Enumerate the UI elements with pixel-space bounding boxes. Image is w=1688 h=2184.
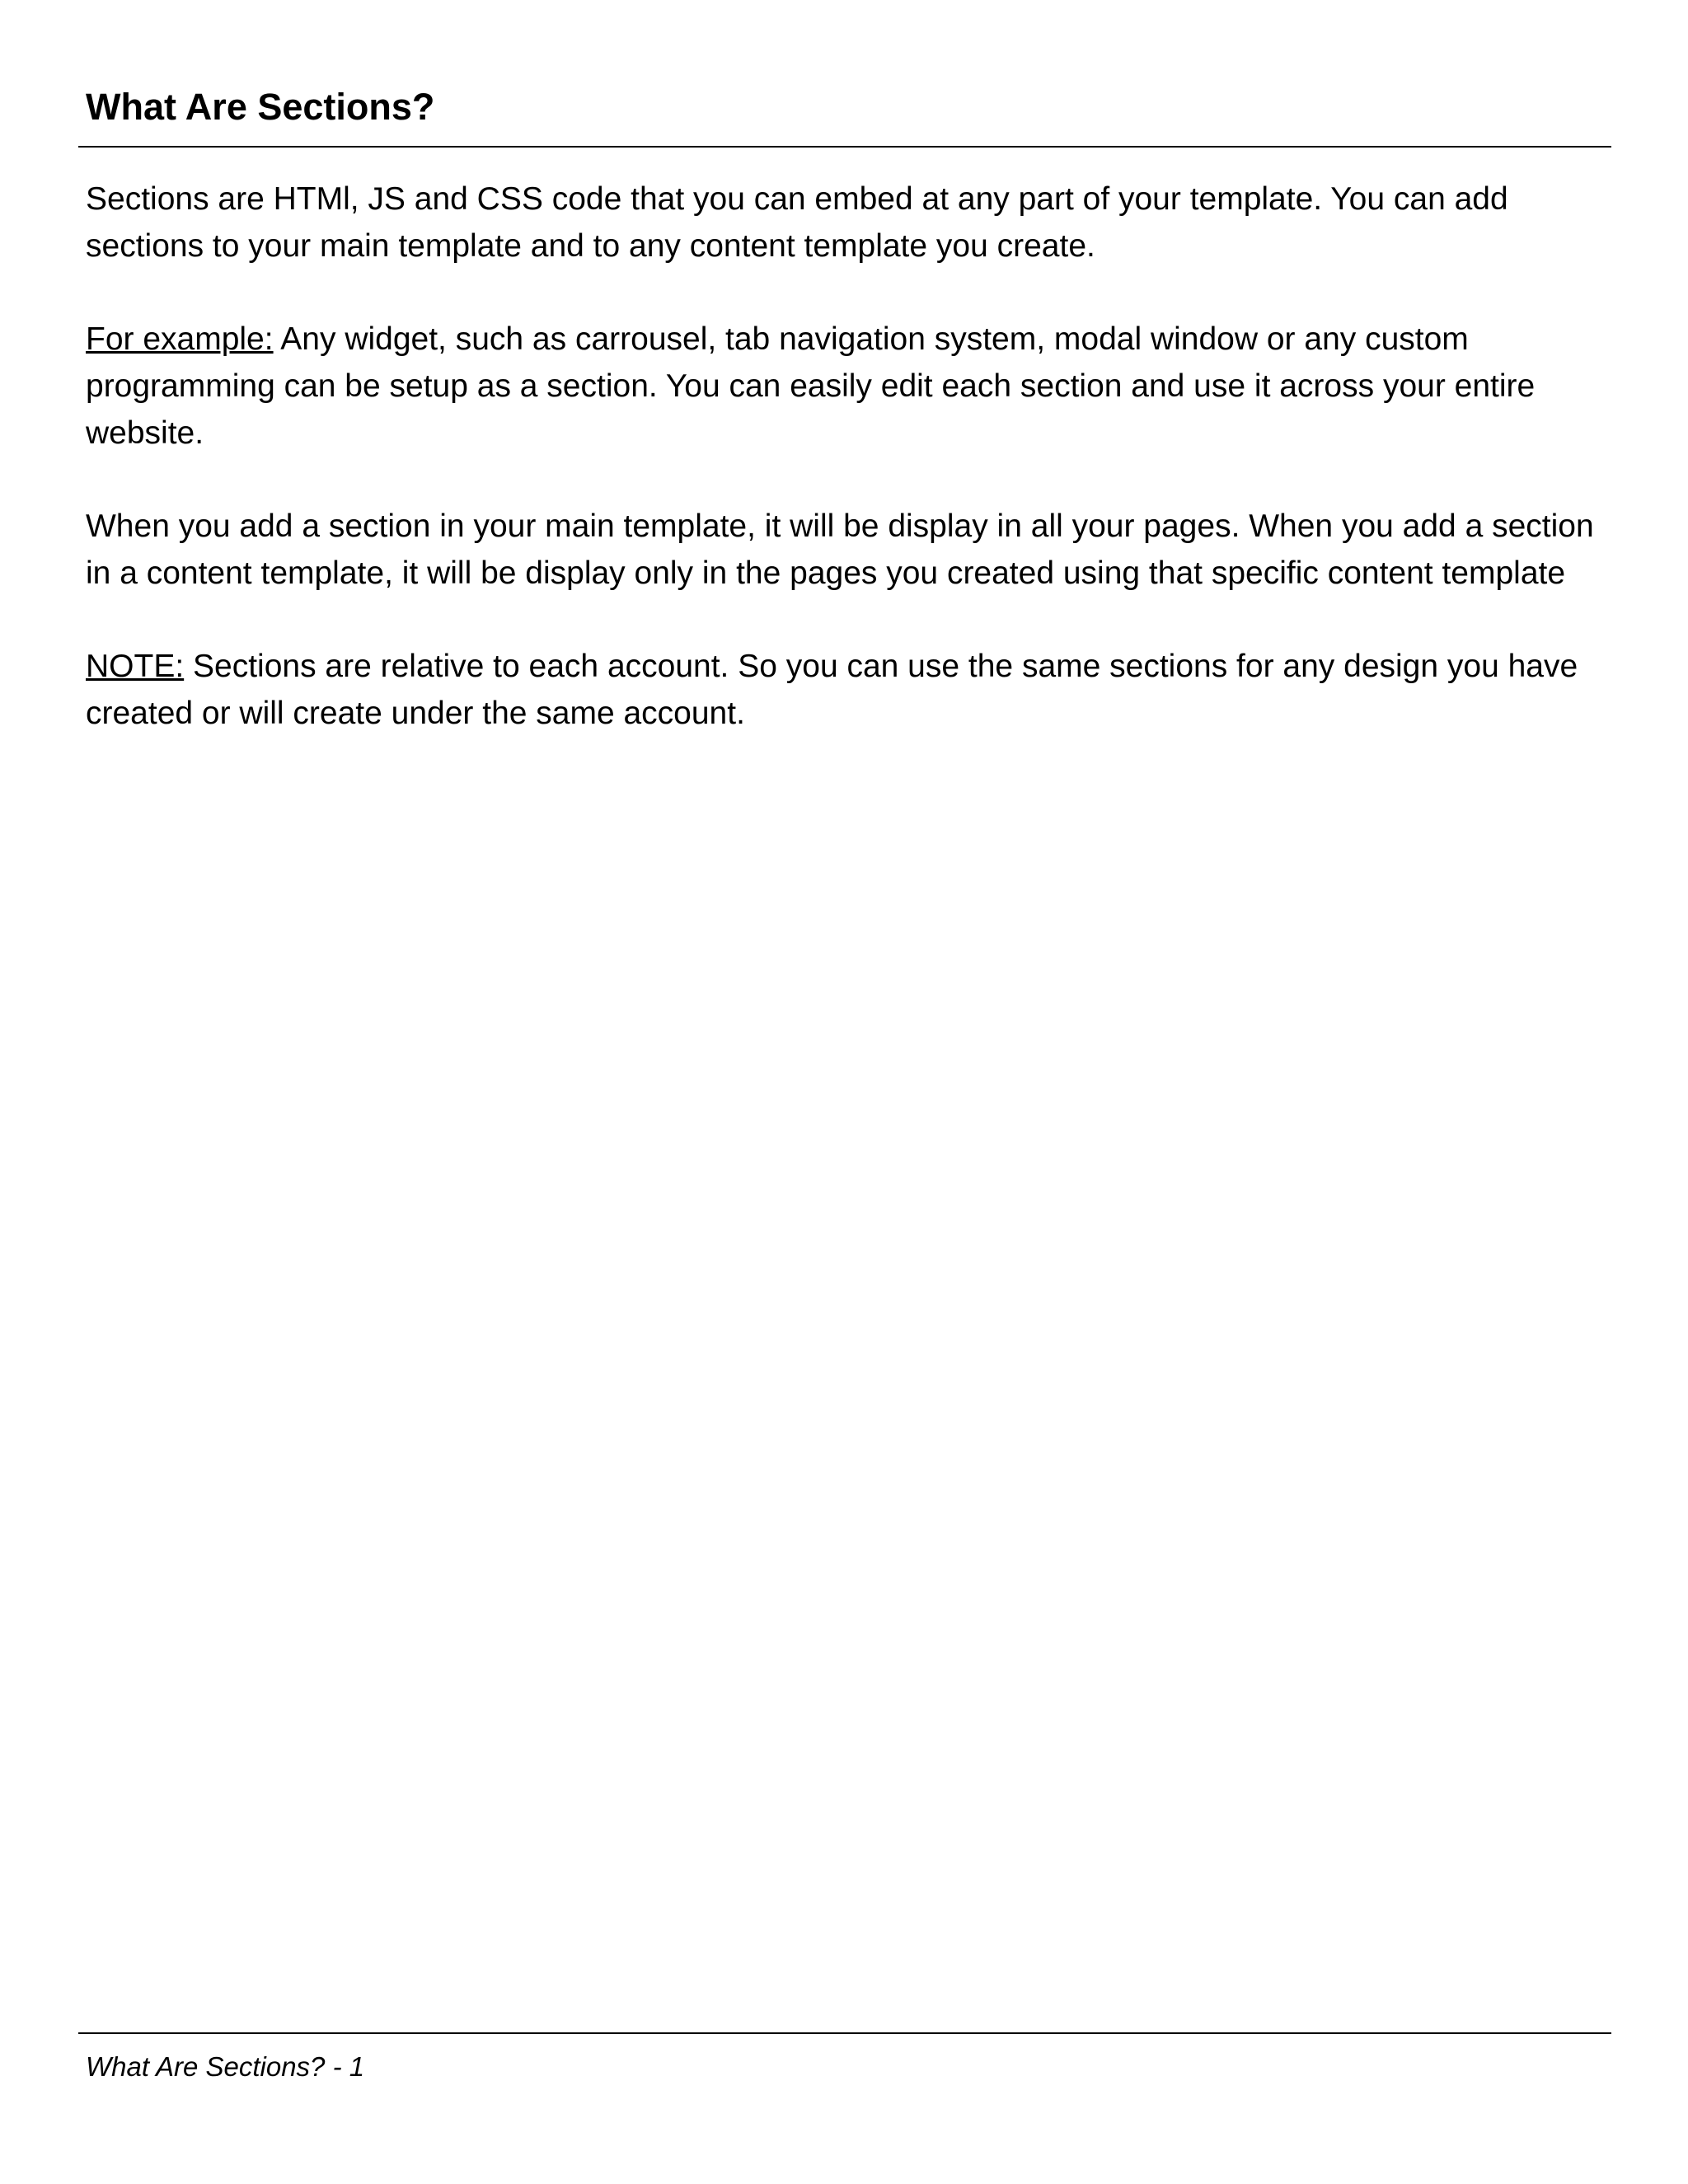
paragraph-display: When you add a section in your main template, it will be display in all your pages. When you add a section in a content template, it will be display only in the pages you created using that specific content template xyxy=(86,509,1594,591)
footer-divider xyxy=(78,2032,1611,2034)
note-text: Sections are relative to each account. So you can use the same sections for any design you have created or will create under the same account. xyxy=(86,649,1578,731)
example-text: Any widget, such as carrousel, tab navigation system, modal window or any custom programming can be setup as a section. You can easily edit each section and use it across your entire website. xyxy=(86,321,1536,451)
document-body xyxy=(86,176,1602,783)
example-label: For example: xyxy=(86,321,274,357)
page-footer: What Are Sections? - 1 xyxy=(86,2051,365,2082)
page-title: What Are Sections? xyxy=(86,86,435,128)
note-label: NOTE: xyxy=(86,649,185,684)
paragraph-example xyxy=(86,316,1602,457)
paragraph-intro: Sections are HTMl, JS and CSS code that you can embed at any part of your template. You can add sections to your main template and to any content template you create. xyxy=(86,181,1508,264)
header-divider xyxy=(78,146,1611,148)
paragraph-note xyxy=(86,643,1602,737)
